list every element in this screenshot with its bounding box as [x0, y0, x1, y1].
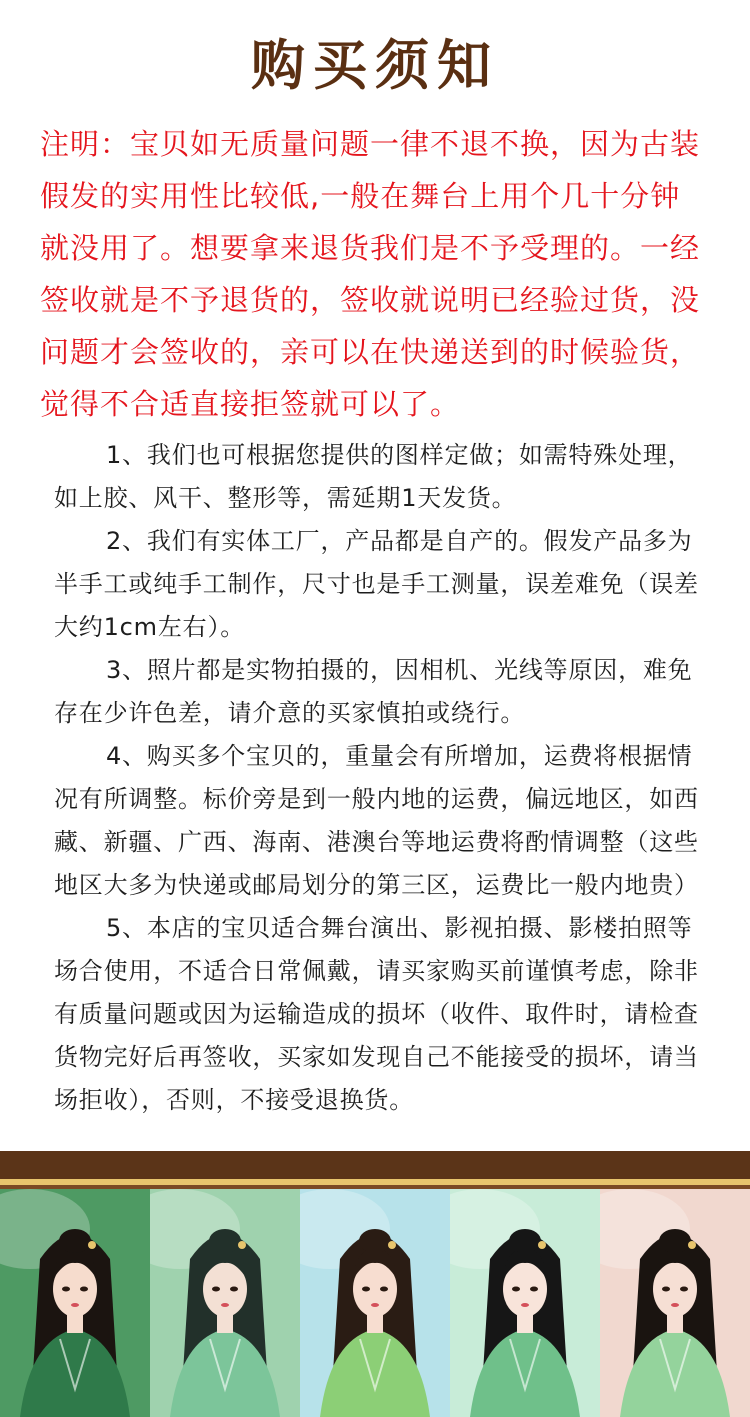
portrait-gallery [0, 1189, 750, 1417]
rule-item-5: 5、本店的宝贝适合舞台演出、影视拍摄、影楼拍照等场合使用，不适合日常佩戴，请买家购买前谨慎考虑，除非有质量问题或因为运输造成的损坏（收件、取件时，请检查货物完好后再签收，买家如发现自己不能接受的损坏，请当场拒收），否则，不接受退换货。 [54, 914, 699, 1114]
costume-portrait-3-icon [300, 1189, 450, 1417]
rule-item-1: 1、我们也可根据您提供的图样定做；如需特殊处理，如上胶、风干、整形等，需延期1天发货。 [54, 441, 693, 512]
banner-stripe-brown [0, 1151, 750, 1179]
rule-item-4: 4、购买多个宝贝的，重量会有所增加，运费将根据情况有所调整。标价旁是到一般内地的运费，偏远地区，如西藏、新疆、广西、海南、港澳台等地运费将酌情调整（这些地区大多为快递或邮局划分的第三区，运费比一般内地贵） [54, 742, 699, 899]
costume-portrait-1-icon [0, 1189, 150, 1417]
costume-banner [0, 1151, 750, 1417]
rule-item-2: 2、我们有实体工厂，产品都是自产的。假发产品多为半手工或纯手工制作，尺寸也是手工测量，误差难免（误差大约1cm左右）。 [54, 527, 699, 641]
costume-portrait-5-icon [600, 1189, 750, 1417]
notice-text: 注明：宝贝如无质量问题一律不退不换，因为古装假发的实用性比较低,一般在舞台上用个几十分钟就没用了。想要拿来退货我们是不予受理的。一经签收就是不予退货的，签收就说明已经验过货，没问题才会签收的，亲可以在快递送到的时候验货，觉得不合适直接拒签就可以了。 [40, 127, 701, 421]
page-title: 购买须知 [251, 34, 499, 97]
costume-portrait-2-icon [150, 1189, 300, 1417]
rule-item-3: 3、照片都是实物拍摄的，因相机、光线等原因，难免存在少许色差，请介意的买家慎拍或绕行。 [54, 656, 693, 727]
rules-list [54, 434, 706, 1122]
costume-portrait-4-icon [450, 1189, 600, 1417]
